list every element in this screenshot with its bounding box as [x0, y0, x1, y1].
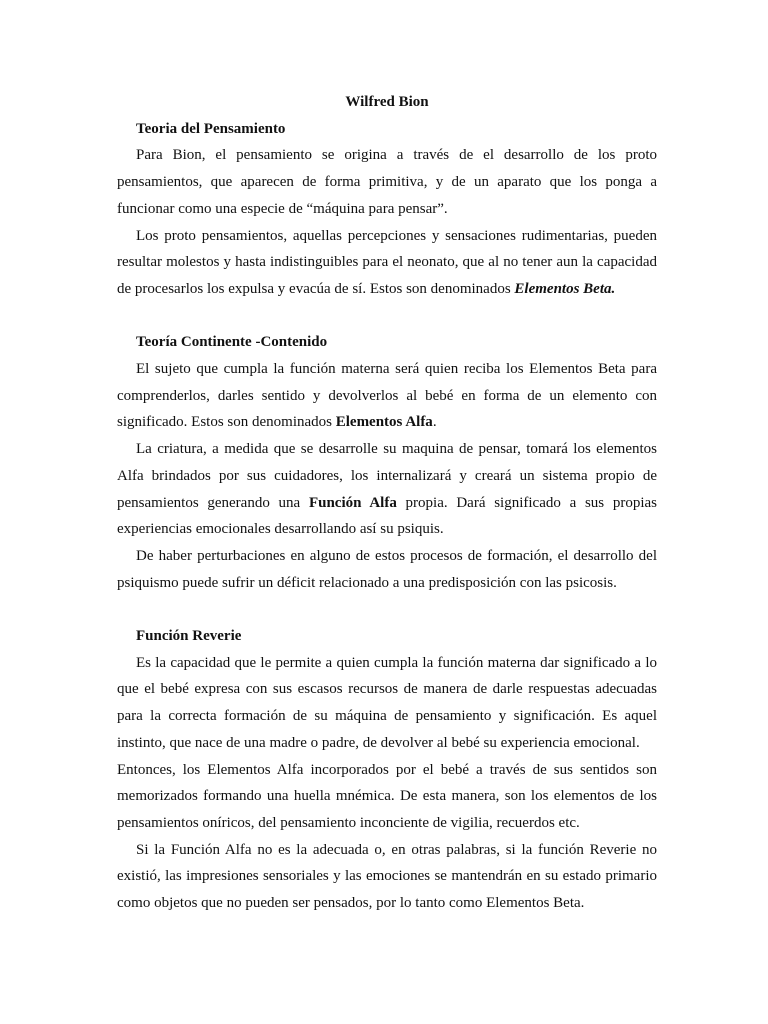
page-title: Wilfred Bion — [345, 94, 429, 110]
paragraph — [117, 356, 657, 436]
paragraph-text: . — [432, 414, 437, 431]
paragraph: Si la Función Alfa no es la adecuada o, en otras palabras, si la función Reverie no existió, las impresiones sensoriales y las emociones se mantendrán en su estado primario como objetos que no pueden ser pensados, por lo tanto como Elementos Beta. — [117, 841, 657, 912]
paragraph — [117, 223, 657, 303]
emphasis-elementos-alfa: Elementos Alfa — [335, 414, 433, 431]
blank-line — [117, 596, 657, 623]
paragraph: Es la capacidad que le permite a quien cumpla la función materna dar significado a lo que el bebé expresa con sus escasos recursos de manera de darle respuestas adecuadas para la correcta formación de su máquina de pensamiento y significación. Es aquel instinto, que nace de una madre o padre, de devolver al bebé su experiencia emocional. — [117, 654, 657, 751]
section-heading-funcion-reverie: Función Reverie — [136, 628, 242, 645]
paragraph-text: propia. Dará significado a sus propias experiencias emocionales desarrollando así su psiquis. — [117, 494, 658, 538]
emphasis-elementos-beta: Elementos Beta. — [514, 280, 616, 297]
paragraph-text: La criatura, a medida que se desarrolle su maquina de pensar, tomará los elementos Alfa brindados por sus cuidadores, los internalizará y creará un sistema propio de pensamientos generando una — [117, 441, 657, 511]
paragraph-text: Los proto pensamientos, aquellas percepciones y sensaciones rudimentarias, pueden resultar molestos y hasta indistinguibles para el neonato, que al no tener aun la capacidad de procesarlos los expulsa y evacúa de sí. Estos son denominados — [117, 227, 657, 297]
blank-line — [117, 303, 657, 330]
emphasis-funcion-alfa: Función Alfa — [308, 494, 397, 511]
paragraph: Para Bion, el pensamiento se origina a través de el desarrollo de los proto pensamientos, que aparecen de forma primitiva, y de un aparato que los ponga a funcionar como una especie de “máquina para pensar”. — [117, 147, 657, 217]
paragraph — [117, 436, 657, 543]
section-heading-continente-contenido: Teoría Continente -Contenido — [136, 334, 328, 351]
paragraph: Entonces, los Elementos Alfa incorporados por el bebé a través de sus sentidos son memorizados formando una huella mnémica. De esta manera, son los elementos de los pensamientos oníricos, del pensamiento inconciente de vigilia, recuerdos etc. — [117, 761, 657, 831]
document-body — [117, 89, 657, 917]
paragraph: De haber perturbaciones en alguno de estos procesos de formación, el desarrollo del psiquismo puede sufrir un déficit relacionado a una predisposición con las psicosis. — [117, 547, 657, 591]
paragraph-text: El sujeto que cumpla la función materna será quien reciba los Elementos Beta para comprenderlos, darles sentido y devolverlos al bebé en forma de un elemento con significado. Estos son denominados — [117, 361, 657, 431]
section-heading-teoria-pensamiento: Teoria del Pensamiento — [136, 120, 286, 137]
